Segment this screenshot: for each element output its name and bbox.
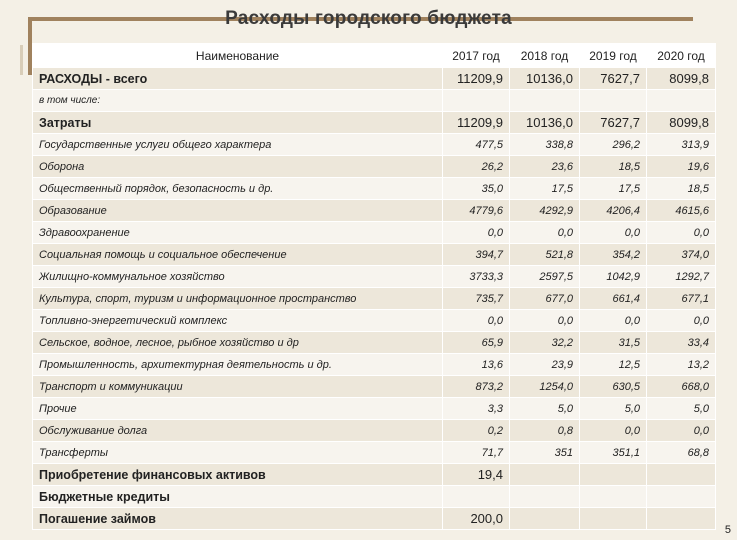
column-header-2017: 2017 год bbox=[443, 44, 510, 68]
row-value: 1254,0 bbox=[510, 376, 580, 398]
table-row bbox=[33, 222, 716, 244]
table-row bbox=[33, 244, 716, 266]
row-value: 0,0 bbox=[580, 420, 647, 442]
row-label: Сельское, водное, лесное, рыбное хозяйство и др bbox=[33, 332, 443, 354]
table-row bbox=[33, 266, 716, 288]
row-value: 313,9 bbox=[647, 134, 716, 156]
row-value: 0,0 bbox=[647, 310, 716, 332]
row-label: Жилищно-коммунальное хозяйство bbox=[33, 266, 443, 288]
row-value: 4206,4 bbox=[580, 200, 647, 222]
table-row bbox=[33, 310, 716, 332]
table-row bbox=[33, 486, 716, 508]
row-label: Общественный порядок, безопасность и др. bbox=[33, 178, 443, 200]
row-value: 65,9 bbox=[443, 332, 510, 354]
slide-title: Расходы городского бюджета bbox=[225, 8, 512, 29]
row-value bbox=[443, 486, 510, 508]
row-label: Культура, спорт, туризм и информационное пространство bbox=[33, 288, 443, 310]
row-value: 35,0 bbox=[443, 178, 510, 200]
row-value: 354,2 bbox=[580, 244, 647, 266]
row-label: РАСХОДЫ - всего bbox=[33, 68, 443, 90]
row-value: 33,4 bbox=[647, 332, 716, 354]
row-value bbox=[647, 486, 716, 508]
row-value: 10136,0 bbox=[510, 68, 580, 90]
row-value: 735,7 bbox=[443, 288, 510, 310]
table-row bbox=[33, 156, 716, 178]
row-label: Образование bbox=[33, 200, 443, 222]
row-value: 351,1 bbox=[580, 442, 647, 464]
row-label: Транспорт и коммуникации bbox=[33, 376, 443, 398]
row-value bbox=[647, 508, 716, 530]
row-label: Бюджетные кредиты bbox=[33, 486, 443, 508]
row-value: 0,0 bbox=[443, 310, 510, 332]
row-value: 521,8 bbox=[510, 244, 580, 266]
row-label: Приобретение финансовых активов bbox=[33, 464, 443, 486]
row-value: 4779,6 bbox=[443, 200, 510, 222]
row-label: Топливно-энергетический комплекс bbox=[33, 310, 443, 332]
table-header-row bbox=[33, 44, 716, 68]
column-header-name: Наименование bbox=[33, 44, 443, 68]
row-value: 18,5 bbox=[647, 178, 716, 200]
row-value: 296,2 bbox=[580, 134, 647, 156]
row-value: 1292,7 bbox=[647, 266, 716, 288]
row-value: 26,2 bbox=[443, 156, 510, 178]
row-value bbox=[647, 90, 716, 112]
row-label: в том числе: bbox=[33, 90, 443, 112]
row-value: 5,0 bbox=[647, 398, 716, 420]
budget-table bbox=[32, 43, 716, 530]
row-label: Социальная помощь и социальное обеспечение bbox=[33, 244, 443, 266]
row-value: 13,6 bbox=[443, 354, 510, 376]
table-row bbox=[33, 90, 716, 112]
row-value: 19,6 bbox=[647, 156, 716, 178]
row-value: 4292,9 bbox=[510, 200, 580, 222]
row-value: 374,0 bbox=[647, 244, 716, 266]
page-number: 5 bbox=[724, 524, 731, 536]
row-label: Промышленность, архитектурная деятельность и др. bbox=[33, 354, 443, 376]
row-value: 32,2 bbox=[510, 332, 580, 354]
row-value bbox=[443, 90, 510, 112]
row-value: 661,4 bbox=[580, 288, 647, 310]
table-row bbox=[33, 508, 716, 530]
row-value: 5,0 bbox=[510, 398, 580, 420]
row-label: Оборона bbox=[33, 156, 443, 178]
row-value: 0,0 bbox=[510, 222, 580, 244]
row-value: 23,9 bbox=[510, 354, 580, 376]
row-value: 338,8 bbox=[510, 134, 580, 156]
row-value: 10136,0 bbox=[510, 112, 580, 134]
row-value: 11209,9 bbox=[443, 112, 510, 134]
row-value bbox=[580, 90, 647, 112]
table-row bbox=[33, 332, 716, 354]
row-value: 7627,7 bbox=[580, 112, 647, 134]
row-value: 1042,9 bbox=[580, 266, 647, 288]
row-value: 677,0 bbox=[510, 288, 580, 310]
table-row bbox=[33, 354, 716, 376]
table-row bbox=[33, 178, 716, 200]
column-header-2020: 2020 год bbox=[647, 44, 716, 68]
row-value: 0,0 bbox=[647, 222, 716, 244]
row-value bbox=[510, 508, 580, 530]
row-value: 677,1 bbox=[647, 288, 716, 310]
row-value: 7627,7 bbox=[580, 68, 647, 90]
row-value: 8099,8 bbox=[647, 68, 716, 90]
row-value: 2597,5 bbox=[510, 266, 580, 288]
row-value: 18,5 bbox=[580, 156, 647, 178]
row-value: 31,5 bbox=[580, 332, 647, 354]
table-row bbox=[33, 464, 716, 486]
table-row bbox=[33, 134, 716, 156]
row-label: Государственные услуги общего характера bbox=[33, 134, 443, 156]
table-row bbox=[33, 200, 716, 222]
row-value: 13,2 bbox=[647, 354, 716, 376]
row-value: 71,7 bbox=[443, 442, 510, 464]
row-value: 630,5 bbox=[580, 376, 647, 398]
column-header-2019: 2019 год bbox=[580, 44, 647, 68]
row-value: 351 bbox=[510, 442, 580, 464]
row-value: 0,0 bbox=[510, 310, 580, 332]
row-value: 3733,3 bbox=[443, 266, 510, 288]
row-value bbox=[510, 90, 580, 112]
column-header-2018: 2018 год bbox=[510, 44, 580, 68]
table-row bbox=[33, 442, 716, 464]
row-value: 0,0 bbox=[580, 222, 647, 244]
decorative-left-accent bbox=[20, 45, 23, 75]
table-row bbox=[33, 398, 716, 420]
row-value: 23,6 bbox=[510, 156, 580, 178]
row-value: 17,5 bbox=[510, 178, 580, 200]
row-label: Прочие bbox=[33, 398, 443, 420]
row-value: 477,5 bbox=[443, 134, 510, 156]
row-value: 200,0 bbox=[443, 508, 510, 530]
row-value: 0,0 bbox=[580, 310, 647, 332]
row-value: 0,2 bbox=[443, 420, 510, 442]
table-body bbox=[33, 68, 716, 530]
row-value bbox=[510, 464, 580, 486]
table-row bbox=[33, 420, 716, 442]
table-row bbox=[33, 288, 716, 310]
row-value: 8099,8 bbox=[647, 112, 716, 134]
row-label: Затраты bbox=[33, 112, 443, 134]
table-row bbox=[33, 112, 716, 134]
row-value: 17,5 bbox=[580, 178, 647, 200]
row-value: 11209,9 bbox=[443, 68, 510, 90]
row-value: 873,2 bbox=[443, 376, 510, 398]
row-value: 12,5 bbox=[580, 354, 647, 376]
row-label: Здравоохранение bbox=[33, 222, 443, 244]
row-value bbox=[647, 464, 716, 486]
row-value: 5,0 bbox=[580, 398, 647, 420]
row-value: 668,0 bbox=[647, 376, 716, 398]
row-value: 0,0 bbox=[443, 222, 510, 244]
row-label: Трансферты bbox=[33, 442, 443, 464]
row-value: 0,0 bbox=[647, 420, 716, 442]
row-value: 394,7 bbox=[443, 244, 510, 266]
row-value bbox=[580, 508, 647, 530]
row-label: Погашение займов bbox=[33, 508, 443, 530]
row-value: 68,8 bbox=[647, 442, 716, 464]
row-value: 19,4 bbox=[443, 464, 510, 486]
table-row bbox=[33, 376, 716, 398]
row-value: 4615,6 bbox=[647, 200, 716, 222]
row-label: Обслуживание долга bbox=[33, 420, 443, 442]
row-value bbox=[580, 486, 647, 508]
row-value: 3,3 bbox=[443, 398, 510, 420]
table-row bbox=[33, 68, 716, 90]
row-value bbox=[510, 486, 580, 508]
row-value bbox=[580, 464, 647, 486]
row-value: 0,8 bbox=[510, 420, 580, 442]
